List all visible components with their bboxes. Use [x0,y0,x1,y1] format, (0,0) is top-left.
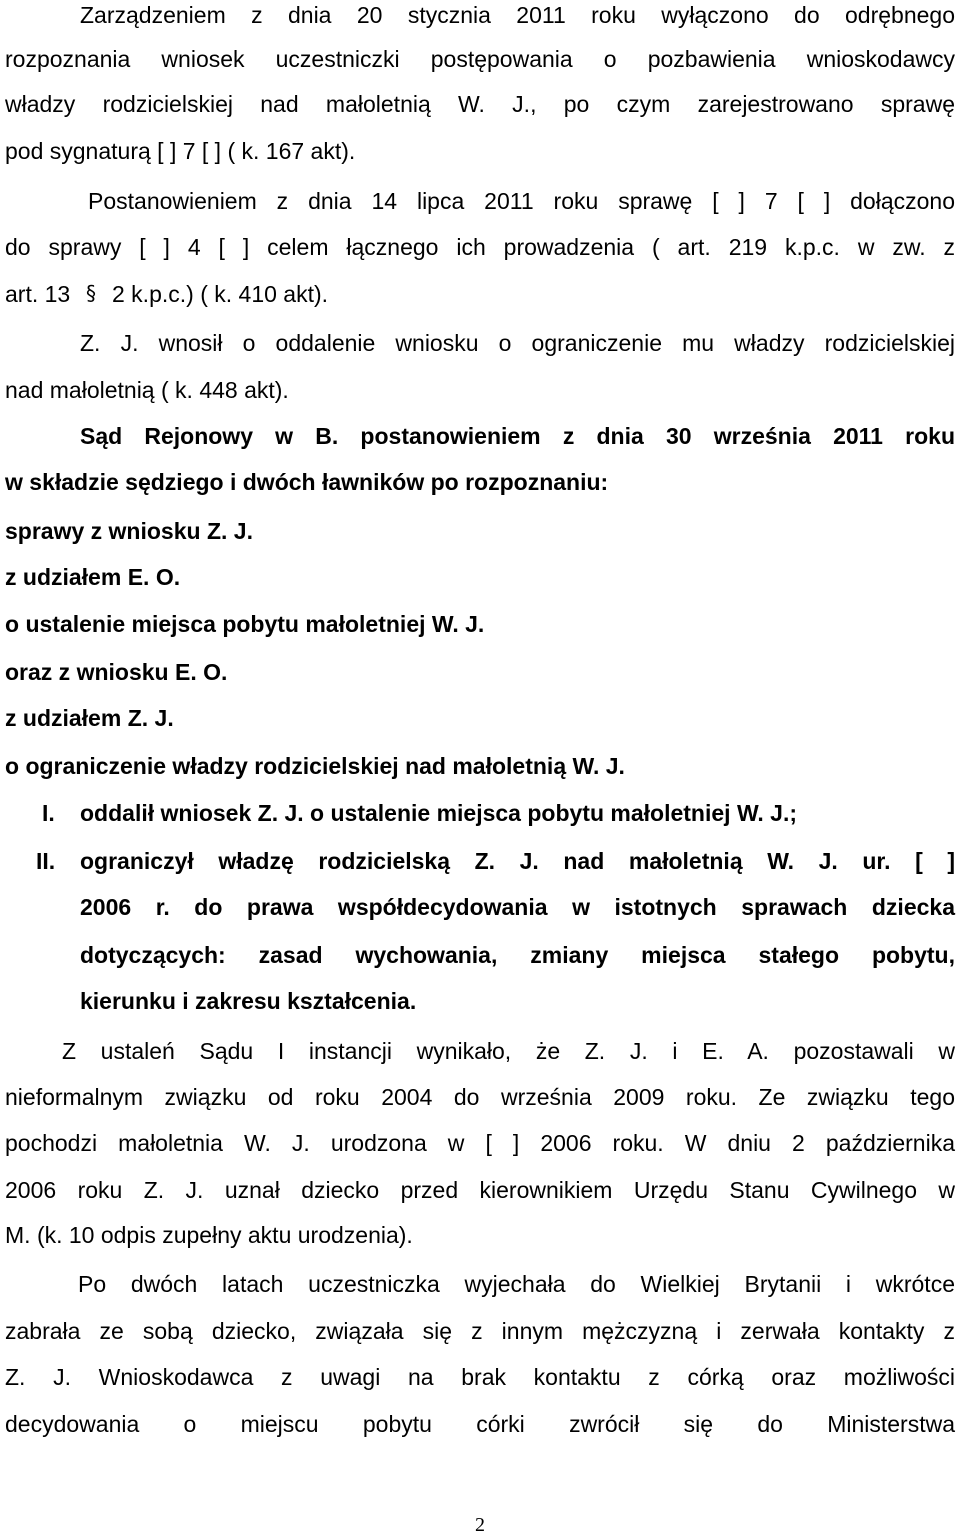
paragraph-line: 2006 roku Z. J. uznał dziecko przed kierownikiem Urzędu Stanu Cywilnego w [5,1177,955,1203]
paragraph-line: z udziałem Z. J. [5,705,174,731]
paragraph-line: Postanowieniem z dnia 14 lipca 2011 roku sprawę [ ] 7 [ ] dołączono [88,188,955,214]
list-item: kierunku i zakresu kształcenia. [80,988,417,1014]
paragraph-line: zabrała ze sobą dziecko, związała się z innym mężczyzną i zerwała kontakty z [5,1318,955,1344]
section-symbol: § [86,281,96,305]
paragraph-line: 2 k.p.c.) ( k. 410 akt). [112,281,329,307]
list-item: ograniczył władzę rodzicielską Z. J. nad małoletnią W. J. ur. [ ] [80,848,955,874]
list-marker: II. [36,848,56,874]
paragraph-line: M. (k. 10 odpis zupełny aktu urodzenia). [5,1222,413,1248]
paragraph-line: do sprawy [ ] 4 [ ] celem łącznego ich prowadzenia ( art. 219 k.p.c. w zw. z [5,234,955,260]
paragraph-line: z udziałem E. O. [5,564,181,590]
paragraph-line: oraz z wniosku E. O. [5,659,228,685]
paragraph-line: Z ustaleń Sądu I instancji wynikało, że Z. J. i E. A. pozostawali w [62,1038,955,1064]
list-item: oddalił wniosek Z. J. o ustalenie miejsca pobytu małoletniej W. J.; [80,800,797,826]
paragraph-line: nad małoletnią ( k. 448 akt). [5,377,289,403]
list-item: 2006 r. do prawa współdecydowania w istotnych sprawach dziecka [80,894,955,920]
paragraph-line: władzy rodzicielskiej nad małoletnią W. J., po czym zarejestrowano sprawę [5,91,955,117]
paragraph-line: nieformalnym związku od roku 2004 do września 2009 roku. Ze związku tego [5,1084,955,1110]
list-marker: I. [42,800,55,826]
paragraph-line: Z. J. Wnioskodawca z uwagi na brak kontaktu z córką oraz możliwości [5,1364,955,1390]
paragraph-line: sprawy z wniosku Z. J. [5,518,253,544]
paragraph-line: rozpoznania wniosek uczestniczki postępowania o pozbawienia wnioskodawcy [5,46,955,72]
paragraph-line: Sąd Rejonowy w B. postanowieniem z dnia 30 września 2011 roku [80,423,955,449]
paragraph-line: pod sygnaturą [ ] 7 [ ] ( k. 167 akt). [5,138,356,164]
paragraph-line: art. 13 [5,281,71,307]
paragraph-line: Zarządzeniem z dnia 20 stycznia 2011 roku wyłączono do odrębnego [80,2,955,28]
paragraph-line: w składzie sędziego i dwóch ławników po rozpoznaniu: [5,469,609,495]
page-number: 2 [475,1514,485,1536]
paragraph-line: Po dwóch latach uczestniczka wyjechała do Wielkiej Brytanii i wkrótce [78,1271,955,1297]
paragraph-line: o ustalenie miejsca pobytu małoletniej W. J. [5,611,485,637]
list-item: dotyczących: zasad wychowania, zmiany miejsca stałego pobytu, [80,942,955,968]
paragraph-line: decydowania o miejscu pobytu córki zwrócił się do Ministerstwa [5,1411,955,1437]
paragraph-line: pochodzi małoletnia W. J. urodzona w [ ] 2006 roku. W dniu 2 października [5,1130,955,1156]
paragraph-line: Z. J. wnosił o oddalenie wniosku o ograniczenie mu władzy rodzicielskiej [80,330,955,356]
paragraph-line: o ograniczenie władzy rodzicielskiej nad małoletnią W. J. [5,753,625,779]
